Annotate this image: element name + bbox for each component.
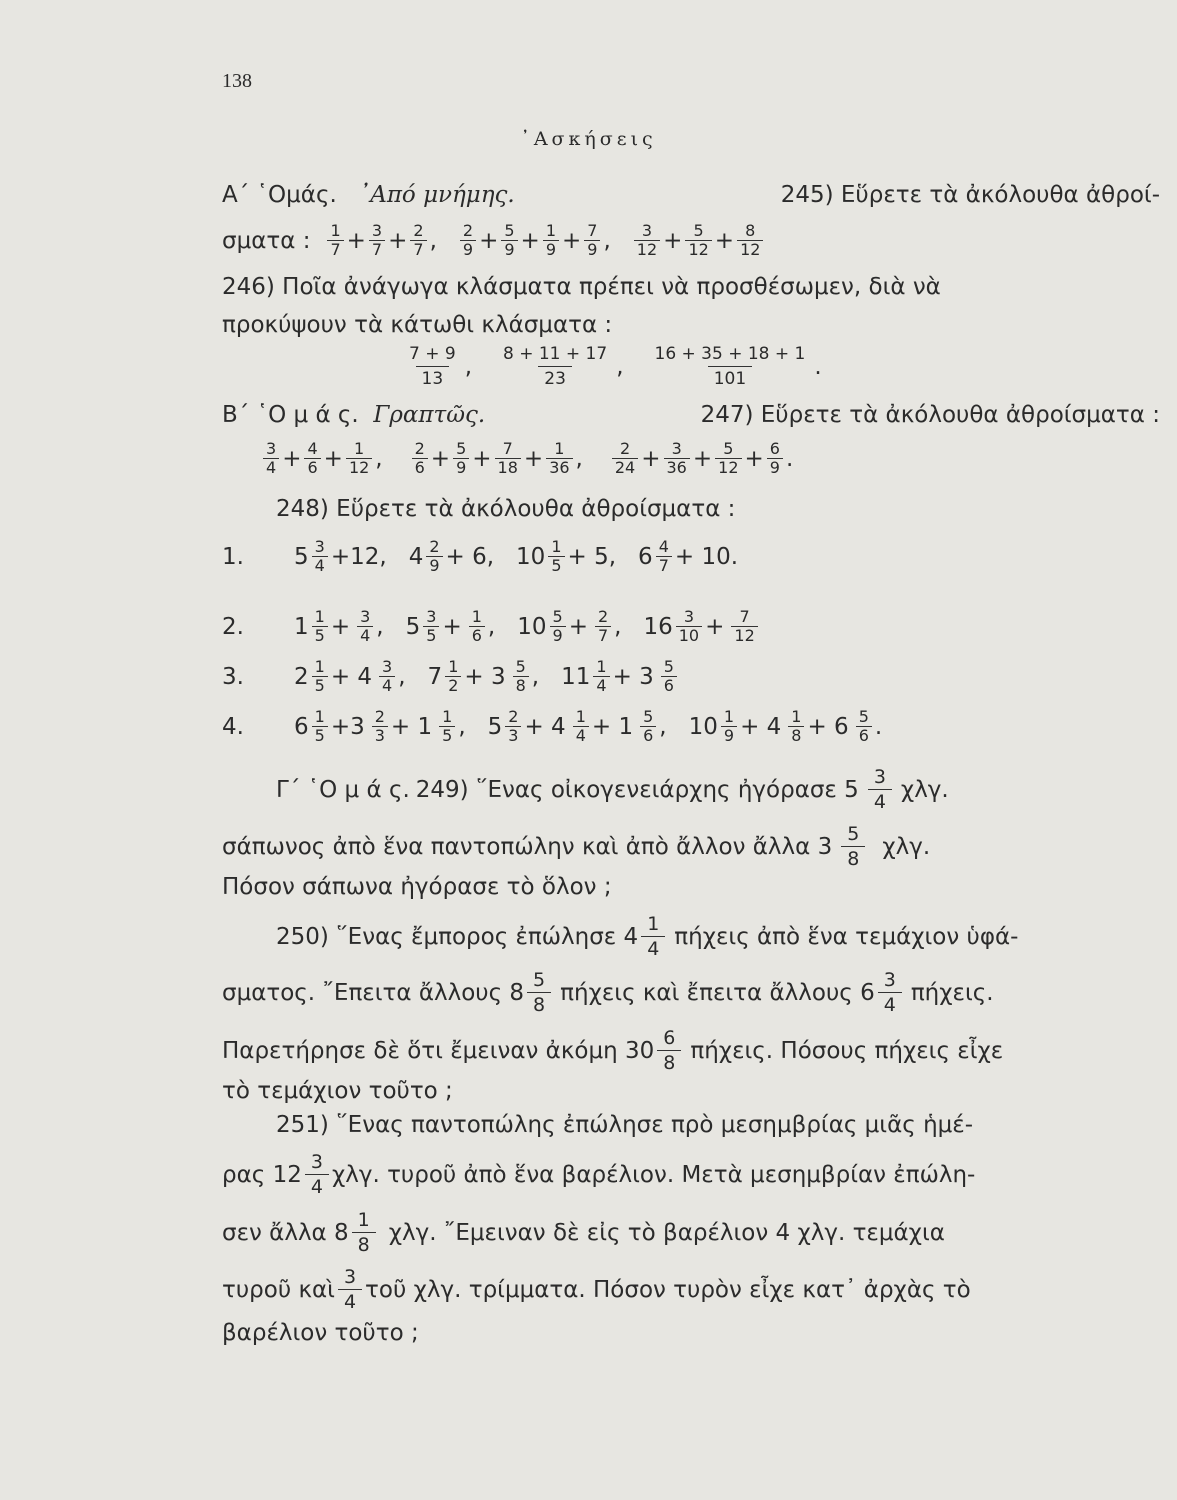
mixed-number: 6 <box>638 543 653 570</box>
numerator: 5 <box>504 221 515 240</box>
fraction <box>640 708 656 745</box>
numerator: 2 <box>374 707 385 726</box>
mixed-number: 6 <box>294 713 309 740</box>
operator: , <box>603 227 611 254</box>
numerator: 8 + 11 + 17 <box>503 344 608 364</box>
denominator: 18 <box>495 458 521 477</box>
exercise-250-text5: πήχεις. <box>910 979 994 1006</box>
exercise-251-text3: σεν ἄλλα 8 <box>222 1219 349 1246</box>
numerator: 1 <box>596 657 607 676</box>
operator: , <box>616 353 624 380</box>
exercise-247: 247) Εὕρετε τὰ ἀκόλουθα ἀθροίσματα : <box>700 402 1160 428</box>
exercise-249-line1 <box>276 765 1160 814</box>
denominator: 9 <box>767 458 783 477</box>
numerator: 2 <box>619 439 631 458</box>
fraction <box>661 658 677 695</box>
denominator: 9 <box>550 626 566 645</box>
exercise-249-line2 <box>222 822 1160 871</box>
operator: + 6 <box>807 713 849 740</box>
denominator: 101 <box>708 366 752 391</box>
fraction: 6 8 <box>657 1026 681 1075</box>
fraction <box>612 440 638 477</box>
denominator: 5 <box>548 556 564 575</box>
denominator: 13 <box>416 366 450 391</box>
denominator: 6 <box>856 726 872 745</box>
fraction <box>369 222 385 259</box>
numerator: 7 <box>739 607 750 626</box>
exercise-246-line1: 246) Ποῖα ἀνάγωγα κλάσματα πρέπει νὰ προσθέσωμεν, διὰ νὰ <box>222 274 941 300</box>
fraction <box>312 708 328 745</box>
operator: + 5, <box>567 543 617 570</box>
fraction <box>412 440 428 477</box>
fraction <box>304 440 320 477</box>
fraction <box>595 608 611 645</box>
denominator: 9 <box>721 726 737 745</box>
numerator: 3 <box>641 221 653 240</box>
fraction: 3 4 <box>868 765 892 814</box>
fraction <box>513 658 529 695</box>
exercise-251-text1: ρας 12 <box>222 1161 302 1188</box>
exercise-246-line2: προκύψουν τὰ κάτωθι κλάσματα : <box>222 312 613 338</box>
denominator: 12 <box>346 458 372 477</box>
denominator: 5 <box>439 726 455 745</box>
denominator: 9 <box>453 458 469 477</box>
numerator: 3 <box>671 439 682 458</box>
group-b-label: Β΄ ῾Ο μ ά ς. <box>222 402 359 428</box>
numerator: 1 <box>354 439 365 458</box>
mixed-number: 1 <box>294 613 309 640</box>
denominator: 12 <box>685 240 711 259</box>
exercise-248-row <box>222 658 1160 695</box>
numerator: 1 <box>448 657 459 676</box>
numerator: 1 <box>723 707 735 726</box>
numerator: 1 <box>554 439 565 458</box>
exercise-251-text5: τυροῦ καὶ <box>222 1276 335 1303</box>
numerator: 5 <box>693 221 704 240</box>
denominator: 9 <box>543 240 559 259</box>
fraction <box>737 222 763 259</box>
denominator: 4 <box>573 726 589 745</box>
mixed-number: 7 <box>427 663 443 690</box>
numerator: 1 <box>314 607 325 626</box>
exercise-251-text4: χλγ. ῎Εμειναν δὲ εἰς τὸ βαρέλιον 4 χλγ. τεμάχια <box>388 1219 945 1246</box>
fraction <box>426 538 442 575</box>
operator: + 3 <box>612 663 654 690</box>
fraction <box>453 440 469 477</box>
denominator: 8 <box>513 676 529 695</box>
numerator: 8 <box>745 221 756 240</box>
operator: + <box>442 613 462 640</box>
fraction <box>676 608 702 645</box>
operator: + <box>388 227 408 254</box>
operator: , <box>659 713 667 740</box>
sum-a3 <box>631 222 767 259</box>
numerator: 2 <box>413 221 424 240</box>
operator: , <box>429 227 437 254</box>
fraction <box>460 222 476 259</box>
fraction <box>495 440 521 477</box>
operator: + 6, <box>445 543 495 570</box>
operator: . <box>874 713 883 740</box>
denominator: 3 <box>505 726 521 745</box>
fraction <box>593 658 609 695</box>
denominator: 6 <box>469 626 485 645</box>
denominator: 8 <box>788 726 804 745</box>
denominator: 10 <box>676 626 702 645</box>
exercise-245: 245) Εὕρετε τὰ ἀκόλουθα ἀθροί- <box>780 182 1160 208</box>
mixed-number: 5 <box>405 613 421 640</box>
mixed-number: 16 <box>643 613 673 640</box>
operator: , <box>376 613 384 640</box>
operator: + <box>714 227 735 254</box>
exercise-248-row <box>222 538 1160 575</box>
fraction <box>543 222 559 259</box>
exercise-247-sums <box>260 440 1140 477</box>
fraction <box>312 608 328 645</box>
fraction <box>357 608 373 645</box>
group-a-heading <box>222 180 1160 210</box>
denominator: 7 <box>327 240 343 259</box>
numerator: 6 <box>769 439 780 458</box>
denominator: 12 <box>737 240 763 259</box>
operator: . <box>785 445 794 472</box>
numerator: 2 <box>508 707 519 726</box>
numerator: 1 <box>791 707 802 726</box>
fraction <box>497 342 613 391</box>
numerator: 2 <box>597 607 609 626</box>
operator: , <box>458 713 466 740</box>
denominator: 9 <box>426 556 442 575</box>
exercise-249-line3: Πόσον σάπωνα ἠγόρασε τὸ ὅλον ; <box>222 874 612 900</box>
mixed-number: 11 <box>561 663 591 690</box>
operator: + 1 <box>390 713 433 740</box>
fraction <box>788 708 804 745</box>
numerator: 1 <box>330 221 341 240</box>
denominator: 4 <box>312 556 328 575</box>
exercise-250-text1: 250) ῞Ενας ἔμπορος ἐπώλησε 4 <box>276 923 639 950</box>
numerator: 3 <box>371 221 383 240</box>
denominator: 4 <box>357 626 373 645</box>
denominator: 9 <box>501 240 517 259</box>
denominator: 6 <box>640 726 656 745</box>
mixed-number: 2 <box>294 663 309 690</box>
numerator: 3 <box>426 607 437 626</box>
denominator: 5 <box>423 626 439 645</box>
numerator: 5 <box>515 657 526 676</box>
exercise-251-text2: χλγ. τυροῦ ἀπὸ ἕνα βαρέλιον. Μετὰ μεσημβρίαν ἐπώλη- <box>331 1161 976 1188</box>
operator: + <box>663 227 683 254</box>
numerator: 5 <box>858 707 869 726</box>
numerator: 1 <box>314 707 325 726</box>
denominator: 4 <box>593 676 609 695</box>
fraction <box>715 440 741 477</box>
fraction <box>445 658 461 695</box>
exercise-250-line4: τὸ τεμάχιον τοῦτο ; <box>222 1078 453 1104</box>
sum-b1 <box>260 440 383 477</box>
numerator: 5 <box>723 439 734 458</box>
denominator: 7 <box>369 240 385 259</box>
fraction <box>548 538 564 575</box>
operator: + <box>330 613 351 640</box>
operator: + <box>430 445 451 472</box>
row-number: 4. <box>222 713 244 740</box>
fraction <box>573 708 589 745</box>
operator: + <box>641 445 661 472</box>
operator: + 1 <box>591 713 634 740</box>
numerator: 3 <box>683 607 695 626</box>
denominator: 23 <box>538 366 572 391</box>
numerator: 3 <box>360 607 371 626</box>
fraction <box>550 608 566 645</box>
denominator: 5 <box>312 726 328 745</box>
denominator: 7 <box>595 626 611 645</box>
numerator: 1 <box>551 537 562 556</box>
operator: . <box>814 353 822 380</box>
exercise-250-line2 <box>222 968 1160 1017</box>
exercise-251-text6: τοῦ χλγ. τρίμματα. Πόσον τυρὸν εἶχε κατ᾿ ἀρχὰς τὸ <box>365 1276 971 1303</box>
operator: , <box>375 445 383 472</box>
row-number: 3. <box>222 663 244 690</box>
exercise-251-line1: 251) ῞Ενας παντοπώλης ἐπώλησε πρὸ μεσημβρίας μιᾶς ἡμέ- <box>276 1112 974 1138</box>
fraction <box>312 538 328 575</box>
fraction <box>410 222 426 259</box>
denominator: 12 <box>731 626 757 645</box>
sum-b3 <box>609 440 793 477</box>
numerator: 3 <box>266 439 277 458</box>
operator: , <box>531 663 540 690</box>
operator: + 10. <box>674 543 739 570</box>
fraction <box>505 708 521 745</box>
mixed-number: 4 <box>408 543 424 570</box>
operator: + <box>520 227 540 254</box>
fraction <box>721 708 737 745</box>
operator: , <box>487 613 496 640</box>
numerator: 7 <box>587 221 598 240</box>
mixed-number: 5 <box>487 713 503 740</box>
denominator: 4 <box>263 458 279 477</box>
group-c-label: Γ΄ ῾Ο μ ά ς. <box>276 776 410 803</box>
operator: + <box>282 445 302 472</box>
operator: + <box>705 613 725 640</box>
denominator: 2 <box>445 676 461 695</box>
numerator: 2 <box>462 221 474 240</box>
operator: + <box>562 227 582 254</box>
exercise-251-line3 <box>222 1208 1160 1257</box>
numerator: 4 <box>658 537 669 556</box>
exercise-250-text4: πήχεις καὶ ἔπειτα ἄλλους 6 <box>560 979 875 1006</box>
exercise-249-text2: σάπωνος ἀπὸ ἕνα παντοπώλην καὶ ἀπὸ ἄλλον ἄλλα 3 <box>222 833 833 860</box>
fraction <box>634 222 660 259</box>
numerator: 2 <box>429 537 440 556</box>
denominator: 5 <box>312 626 328 645</box>
numerator: 1 <box>471 607 482 626</box>
mixed-number: 10 <box>516 543 546 570</box>
exercise-250-text2: πήχεις ἀπὸ ἕνα τεμάχιον ὑφά- <box>674 923 1019 950</box>
numerator: 7 + 9 <box>409 344 456 364</box>
exercise-250-text7: πήχεις. Πόσους πήχεις εἶχε <box>690 1037 1004 1064</box>
group-b-subtitle: Γραπτῶς. <box>373 402 486 428</box>
fraction: 1 4 <box>641 912 665 961</box>
exercise-248-row <box>222 608 1160 645</box>
numerator: 16 + 35 + 18 + 1 <box>654 344 806 364</box>
numerator: 1 <box>575 707 586 726</box>
page-number: 138 <box>222 70 252 92</box>
denominator: 9 <box>584 240 600 259</box>
row-number: 1. <box>222 543 244 570</box>
fraction <box>379 658 395 695</box>
operator: + <box>692 445 713 472</box>
group-a-subtitle: ᾿Από μνήμης. <box>358 182 515 208</box>
exercise-249-unit2: χλγ. <box>882 833 931 860</box>
operator: + 4 <box>330 663 373 690</box>
numerator: 1 <box>442 707 453 726</box>
denominator: 36 <box>546 458 572 477</box>
denominator: 9 <box>460 240 476 259</box>
numerator: 5 <box>456 439 467 458</box>
numerator: 5 <box>643 707 654 726</box>
exercise-245-sums <box>222 222 1160 259</box>
exercise-250-text3: σματος. ῎Επειτα ἄλλους 8 <box>222 979 525 1006</box>
exercise-248: 248) Εὕρετε τὰ ἀκόλουθα ἀθροίσματα : <box>276 496 736 522</box>
sum-a1 <box>324 222 436 259</box>
section-title: ᾿Ασκήσεις <box>520 128 657 150</box>
denominator: 7 <box>656 556 672 575</box>
denominator: 3 <box>372 726 388 745</box>
sum-b2 <box>409 440 583 477</box>
fraction <box>649 342 812 391</box>
exercise-250-line1 <box>276 912 1160 961</box>
operator: , <box>398 663 406 690</box>
denominator: 24 <box>612 458 638 477</box>
denominator: 5 <box>312 676 328 695</box>
exercise-245-cont: σματα : <box>222 227 311 254</box>
fraction: 3 4 <box>305 1150 329 1199</box>
exercise-249-unit1: χλγ. <box>900 776 949 803</box>
row-number: 2. <box>222 613 244 640</box>
operator: , <box>464 353 472 380</box>
fraction: 5 8 <box>841 822 865 871</box>
operator: + <box>568 613 588 640</box>
operator: + <box>472 445 492 472</box>
exercise-250-text6: Παρετήρησε δὲ ὅτι ἔμειναν ἀκόμη 30 <box>222 1037 655 1064</box>
fraction <box>263 440 279 477</box>
operator: + 3 <box>464 663 506 690</box>
fraction <box>439 708 455 745</box>
numerator: 5 <box>663 657 674 676</box>
fraction <box>327 222 343 259</box>
numerator: 3 <box>314 537 325 556</box>
operator: + 4 <box>740 713 782 740</box>
fraction: 3 4 <box>338 1265 362 1314</box>
numerator: 7 <box>502 439 513 458</box>
denominator: 36 <box>664 458 690 477</box>
fraction <box>685 222 711 259</box>
numerator: 2 <box>414 439 425 458</box>
mixed-number: 10 <box>517 613 547 640</box>
fraction <box>656 538 672 575</box>
operator: + <box>479 227 499 254</box>
denominator: 12 <box>634 240 660 259</box>
exercise-248-row <box>222 708 1160 745</box>
fraction <box>856 708 872 745</box>
mixed-number: 10 <box>688 713 718 740</box>
operator: +3 <box>330 713 365 740</box>
denominator: 7 <box>410 240 426 259</box>
exercise-249-text1: 249) ῞Ενας οἰκογενειάρχης ἠγόρασε 5 <box>415 776 859 803</box>
fraction <box>664 440 690 477</box>
exercise-251-line5: βαρέλιον τοῦτο ; <box>222 1320 419 1346</box>
fraction <box>501 222 517 259</box>
fraction <box>372 708 388 745</box>
denominator: 4 <box>379 676 395 695</box>
operator: + <box>744 445 764 472</box>
numerator: 4 <box>307 439 318 458</box>
mixed-number: 5 <box>294 543 309 570</box>
exercise-250-line3 <box>222 1026 1160 1075</box>
exercise-251-line4 <box>222 1265 1160 1314</box>
exercise-251-line2 <box>222 1150 1160 1199</box>
fraction <box>584 222 600 259</box>
fraction <box>731 608 757 645</box>
fraction <box>546 440 572 477</box>
denominator: 6 <box>304 458 320 477</box>
operator: + <box>323 445 343 472</box>
fraction: 5 8 <box>527 968 551 1017</box>
operator: +12, <box>330 543 387 570</box>
fraction <box>423 608 439 645</box>
sum-a2 <box>457 222 611 259</box>
denominator: 6 <box>412 458 428 477</box>
fraction <box>767 440 783 477</box>
fraction <box>346 440 372 477</box>
numerator: 5 <box>552 607 563 626</box>
operator: + <box>346 227 366 254</box>
group-a-label: Α΄ ῾Ομάς. <box>222 182 337 208</box>
operator: + <box>523 445 544 472</box>
denominator: 12 <box>715 458 741 477</box>
exercise-246-fractions <box>400 342 960 391</box>
fraction: 1 8 <box>352 1208 376 1257</box>
fraction <box>312 658 328 695</box>
fraction <box>403 342 462 391</box>
denominator: 6 <box>661 676 677 695</box>
group-b-heading <box>222 400 1160 430</box>
operator: , <box>614 613 622 640</box>
numerator: 3 <box>382 657 393 676</box>
operator: , <box>575 445 583 472</box>
fraction: 3 4 <box>878 968 902 1017</box>
fraction <box>469 608 485 645</box>
numerator: 1 <box>314 657 325 676</box>
operator: + 4 <box>524 713 566 740</box>
numerator: 1 <box>545 221 557 240</box>
